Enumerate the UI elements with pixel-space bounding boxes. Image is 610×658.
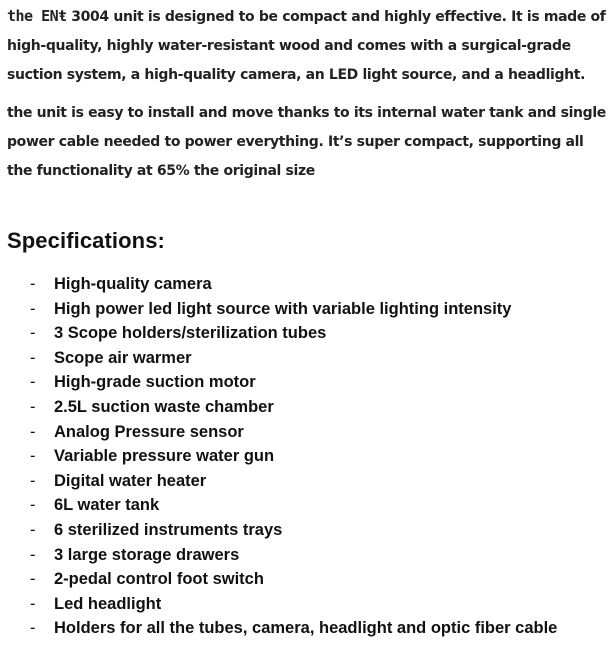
bullet-dash: - — [30, 348, 36, 367]
spec-item-label: Led headlight — [54, 594, 162, 613]
spec-item — [0, 518, 610, 543]
spec-item-label: Holders for all the tubes, camera, headlight and optic fiber cable — [54, 619, 558, 638]
spec-item — [0, 469, 610, 494]
spec-item-label: High-quality camera — [54, 275, 212, 293]
specifications-heading: Specifications: — [7, 228, 165, 253]
spec-item-label: 3 Scope holders/sterilization tubes — [54, 324, 327, 343]
spec-item — [0, 346, 610, 371]
spec-item-label: Variable pressure water gun — [54, 447, 275, 466]
spec-item-label: High power led light source with variable lighting intensity — [54, 299, 512, 318]
spec-item — [0, 370, 610, 395]
spec-item — [0, 592, 610, 617]
spec-item — [0, 616, 610, 641]
bullet-dash: - — [30, 324, 36, 343]
spec-item — [0, 493, 610, 518]
bullet-dash: - — [30, 570, 36, 589]
spec-item-label: 6 sterilized instruments trays — [54, 520, 283, 539]
spec-item — [0, 395, 610, 420]
spec-item — [0, 297, 610, 322]
bullet-dash: - — [30, 422, 36, 441]
spec-item-label: 3 large storage drawers — [54, 545, 240, 564]
spec-item-label: 6L water tank — [54, 496, 160, 515]
spec-item-label: 2-pedal control foot switch — [54, 570, 264, 589]
spec-item-label: High-grade suction motor — [54, 373, 256, 392]
intro-paragraph-1-text: 3004 unit is designed to be compact and highly effective. It is made of high-quality, highly water-resistant wood and comes with a surgical-grade suction system, a high-quality camera, an LED light source, and a headlight. — [7, 9, 606, 83]
spec-item — [0, 543, 610, 568]
spec-item — [0, 444, 610, 469]
spec-item — [0, 321, 610, 346]
product-name: the ENŧ — [7, 7, 67, 25]
spec-item — [0, 420, 610, 445]
spec-item — [0, 272, 610, 297]
bullet-dash: - — [30, 496, 36, 515]
bullet-dash: - — [30, 397, 36, 416]
intro-paragraph-2: the unit is easy to install and move thanks to its internal water tank and single power cable needed to power everything. It’s super compact, supporting all the functionality at 65% the original size — [7, 105, 606, 179]
spec-item — [0, 567, 610, 592]
bullet-dash: - — [30, 520, 36, 539]
bullet-dash: - — [30, 594, 36, 613]
bullet-dash: - — [30, 471, 36, 490]
bullet-dash: - — [30, 545, 36, 564]
bullet-dash: - — [30, 619, 36, 638]
spec-item-label: 2.5L suction waste chamber — [54, 397, 274, 416]
bullet-dash: - — [30, 275, 36, 293]
spec-item-label: Scope air warmer — [54, 348, 192, 367]
spec-item-label: Digital water heater — [54, 471, 207, 490]
specifications-list — [0, 272, 610, 641]
intro-paragraph-1 — [7, 2, 607, 90]
bullet-dash: - — [30, 447, 36, 466]
spec-item-label: Analog Pressure sensor — [54, 422, 244, 441]
bullet-dash: - — [30, 373, 36, 392]
bullet-dash: - — [30, 299, 36, 318]
